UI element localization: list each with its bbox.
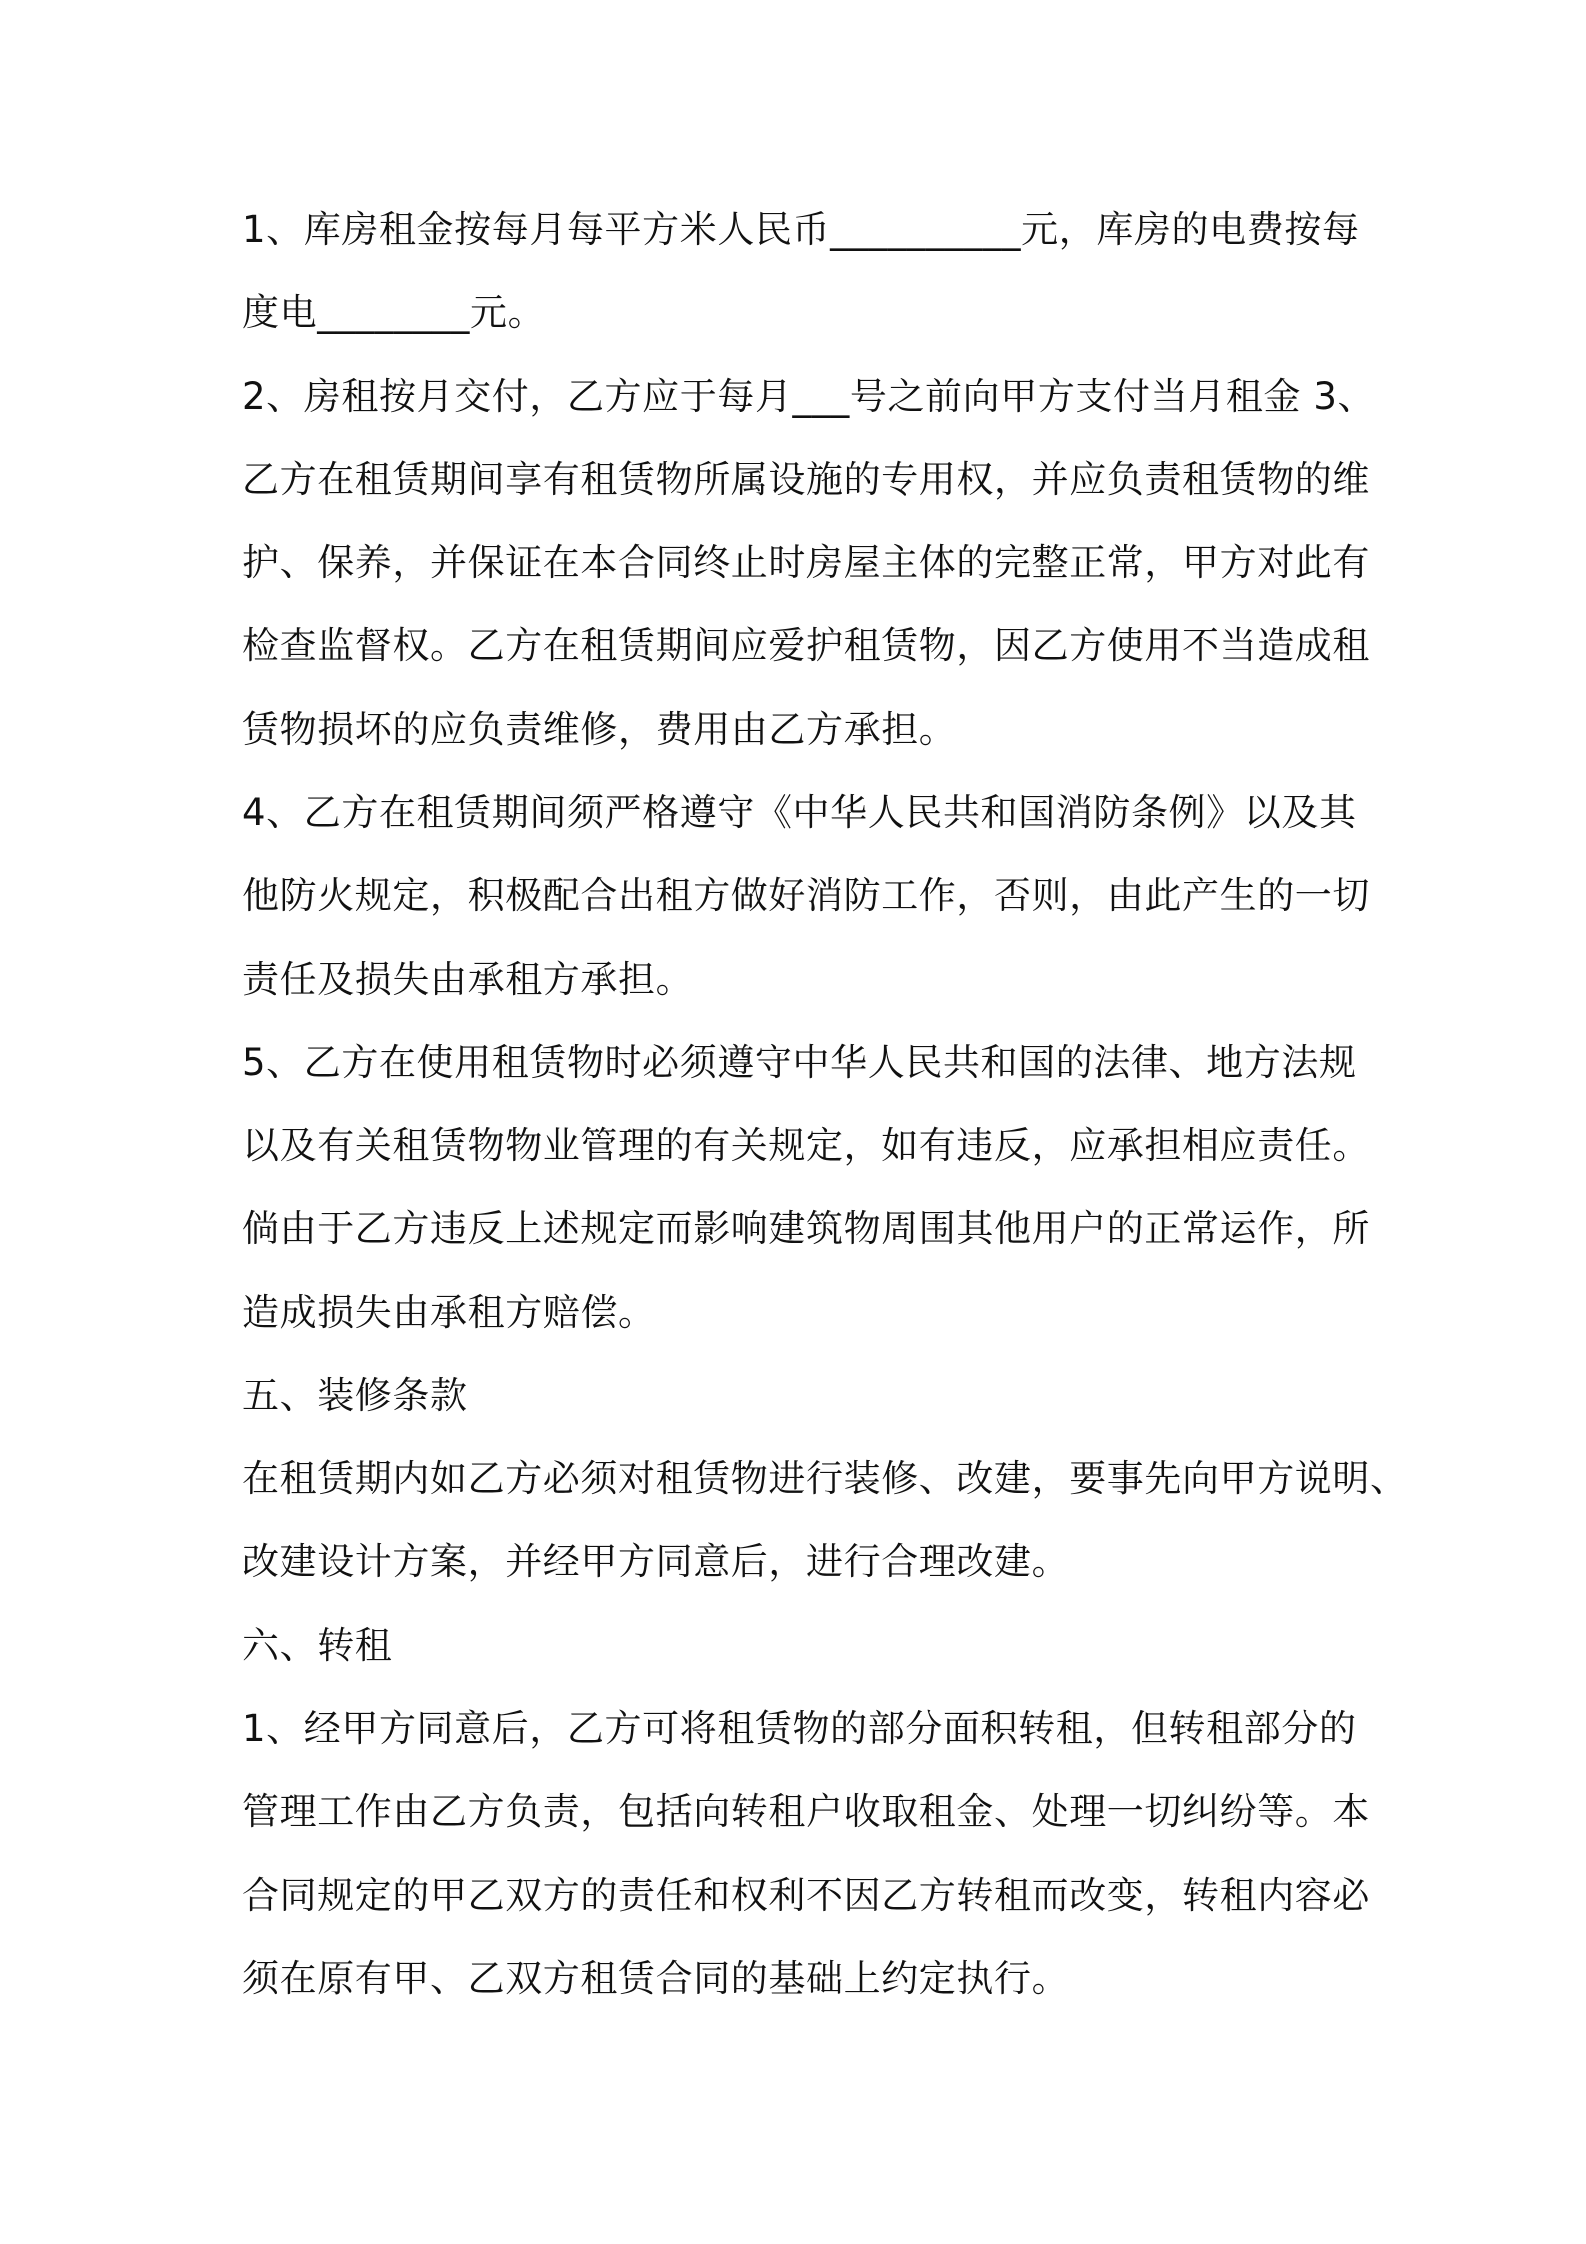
text-line: 4、乙方在租赁期间须严格遵守《中华人民共和国消防条例》以及其	[242, 791, 1357, 834]
text-line: 护、保养，并保证在本合同终止时房屋主体的完整正常，甲方对此有	[242, 541, 1370, 584]
text-line: 改建设计方案，并经甲方同意后，进行合理改建。	[242, 1540, 1070, 1583]
text-line: 责任及损失由承租方承担。	[242, 958, 694, 1001]
text-line: 1、库房租金按每月每平方米人民币__________元，库房的电费按每	[242, 208, 1360, 251]
text-line: 赁物损坏的应负责维修，费用由乙方承担。	[242, 708, 957, 751]
section-heading: 五、装修条款	[242, 1374, 468, 1417]
text-line: 2、房租按月交付，乙方应于每月___号之前向甲方支付当月租金 3、	[242, 375, 1376, 418]
text-line: 须在原有甲、乙双方租赁合同的基础上约定执行。	[242, 1957, 1070, 2000]
text-line: 在租赁期内如乙方必须对租赁物进行装修、改建，要事先向甲方说明、	[242, 1457, 1408, 1500]
text-line: 管理工作由乙方负责，包括向转租户收取租金、处理一切纠纷等。本	[242, 1790, 1370, 1833]
text-line: 以及有关租赁物物业管理的有关规定，如有违反，应承担相应责任。	[242, 1124, 1370, 1167]
text-line: 他防火规定，积极配合出租方做好消防工作，否则，由此产生的一切	[242, 874, 1370, 917]
text-line: 度电________元。	[242, 291, 546, 334]
text-line: 检查监督权。乙方在租赁期间应爱护租赁物，因乙方使用不当造成租	[242, 624, 1370, 667]
text-line: 倘由于乙方违反上述规定而影响建筑物周围其他用户的正常运作，所	[242, 1207, 1370, 1250]
text-line: 1、经甲方同意后，乙方可将租赁物的部分面积转租，但转租部分的	[242, 1707, 1357, 1750]
text-line: 合同规定的甲乙双方的责任和权利不因乙方转租而改变，转租内容必	[242, 1874, 1370, 1917]
text-line: 乙方在租赁期间享有租赁物所属设施的专用权，并应负责租赁物的维	[242, 458, 1370, 501]
section-heading: 六、转租	[242, 1624, 393, 1667]
text-line: 5、乙方在使用租赁物时必须遵守中华人民共和国的法律、地方法规	[242, 1041, 1357, 1084]
text-line: 造成损失由承租方赔偿。	[242, 1291, 656, 1334]
